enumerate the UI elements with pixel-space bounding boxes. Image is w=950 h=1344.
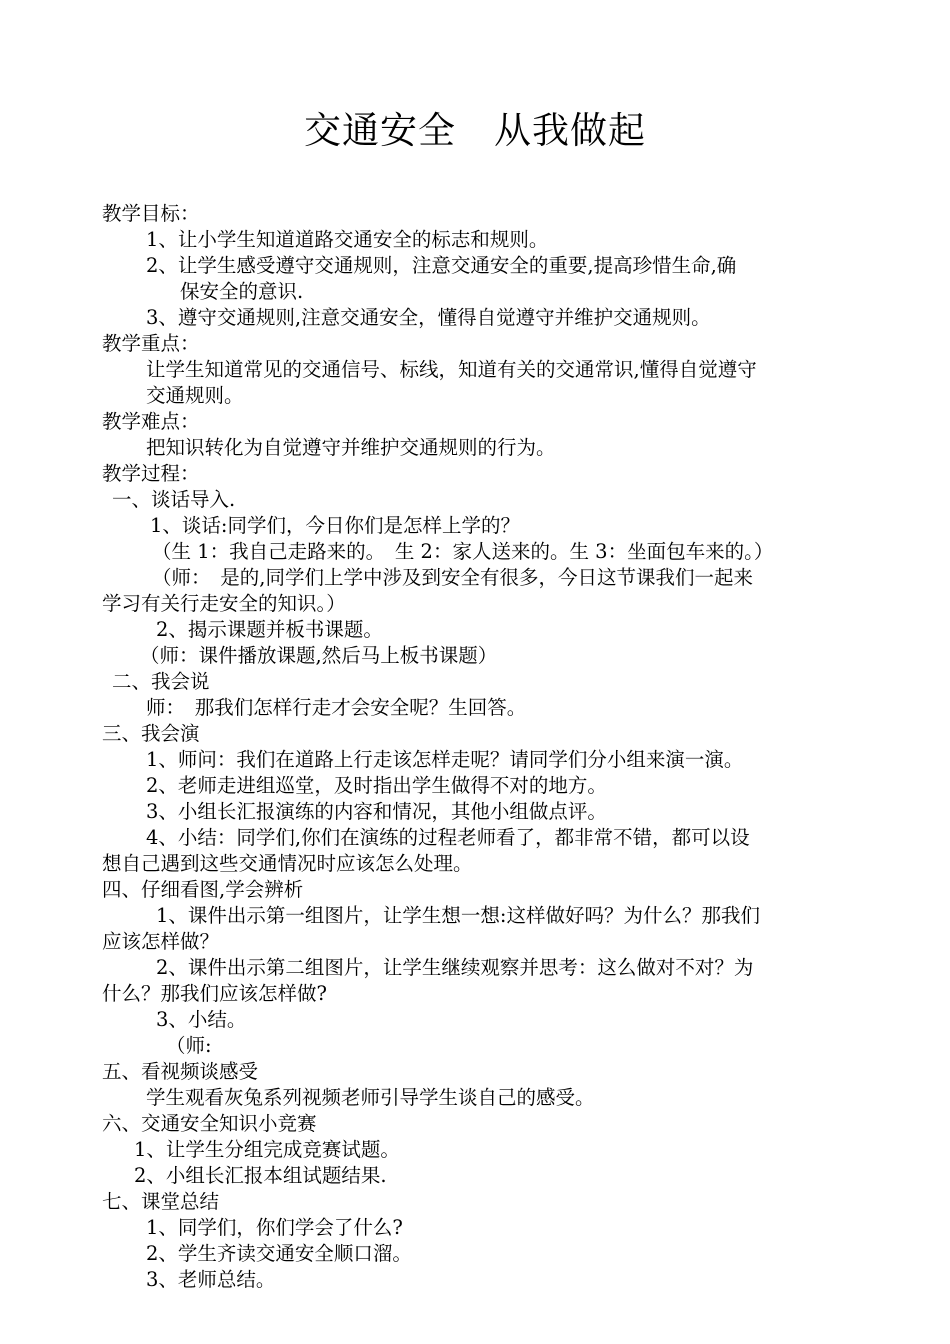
section-3-item-2: 2、老师走进组巡堂，及时指出学生做得不对的地方。: [146, 774, 607, 797]
section-7-item-2: 2、学生齐读交通安全顺口溜。: [146, 1242, 412, 1265]
section-4-item-1-cont: 应该怎样做？: [102, 930, 220, 953]
section-2-heading: 二、我会说: [112, 670, 210, 693]
goal-item-2: 2、让学生感受遵守交通规则，注意交通安全的重要,提高珍惜生命,确: [146, 254, 737, 277]
section-6-item-2: 2、小组长汇报本组试题结果.: [134, 1164, 387, 1187]
section-3-item-3: 3、小组长汇报演练的内容和情况，其他小组做点评。: [146, 800, 607, 823]
section-3-item-4-cont: 想自己遇到这些交通情况时应该怎么处理。: [102, 852, 473, 875]
section-4-item-2-cont: 什么？那我们应该怎样做?: [102, 982, 327, 1005]
section-1-teacher-note: （师： 是的,同学们上学中涉及到安全有很多，今日这节课我们一起来: [152, 566, 753, 589]
section-1-heading: 一、谈话导入.: [112, 488, 236, 511]
section-5-text: 学生观看灰兔系列视频老师引导学生谈自己的感受。: [146, 1086, 595, 1109]
goal-item-1: 1、让小学生知道道路交通安全的标志和规则。: [146, 228, 549, 251]
document-title: 交通安全 从我做起: [304, 109, 646, 152]
section-5-heading: 五、看视频谈感受: [102, 1060, 259, 1083]
section-6-heading: 六、交通安全知识小竞赛: [102, 1112, 317, 1135]
heading-key-points: 教学重点：: [102, 332, 200, 355]
section-1-item-2: 2、揭示课题并板书课题。: [156, 618, 383, 641]
section-4-item-2: 2、课件出示第二组图片，让学生继续观察并思考：这么做对不对？为: [156, 956, 754, 979]
section-3-item-1: 1、师问：我们在道路上行走该怎样走呢？请同学们分小组来演一演。: [146, 748, 744, 771]
section-1-student-answers: （生 1：我自己走路来的。 生 2：家人送来的。生 3：坐面包车来的。）: [152, 540, 774, 563]
difficulty-text: 把知识转化为自觉遵守并维护交通规则的行为。: [146, 436, 556, 459]
heading-process: 教学过程：: [102, 462, 200, 485]
section-4-teacher-note: （师:: [166, 1034, 212, 1057]
section-3-item-4: 4、小结：同学们,你们在演练的过程老师看了，都非常不错，都可以设: [146, 826, 750, 849]
section-4-item-1: 1、课件出示第一组图片，让学生想一想:这样做好吗？为什么？那我们: [156, 904, 760, 927]
heading-teaching-goals: 教学目标：: [102, 202, 200, 225]
section-4-heading: 四、仔细看图,学会辨析: [102, 878, 304, 901]
goal-item-2-cont: 保安全的意识.: [180, 280, 304, 303]
section-7-heading: 七、课堂总结: [102, 1190, 220, 1213]
heading-difficulties: 教学难点：: [102, 410, 200, 433]
key-point-text: 让学生知道常见的交通信号、标线，知道有关的交通常识,懂得自觉遵守: [146, 358, 757, 381]
section-6-item-1: 1、让学生分组完成竞赛试题。: [134, 1138, 400, 1161]
section-1-item-1: 1、谈话:同学们，今日你们是怎样上学的？: [150, 514, 520, 537]
section-3-heading: 三、我会演: [102, 722, 200, 745]
key-point-text-cont: 交通规则。: [146, 384, 244, 407]
section-2-text: 师： 那我们怎样行走才会安全呢？生回答。: [146, 696, 527, 719]
goal-item-3: 3、遵守交通规则,注意交通安全，懂得自觉遵守并维护交通规则。: [146, 306, 711, 329]
section-1-teacher-note-cont: 学习有关行走安全的知识。）: [102, 592, 346, 615]
section-4-item-3: 3、小结。: [156, 1008, 247, 1031]
section-7-item-3: 3、老师总结。: [146, 1268, 276, 1291]
section-1-teacher-note-2: （师：课件播放课题,然后马上板书课题）: [140, 644, 498, 667]
section-7-item-1: 1、同学们，你们学会了什么?: [146, 1216, 403, 1239]
